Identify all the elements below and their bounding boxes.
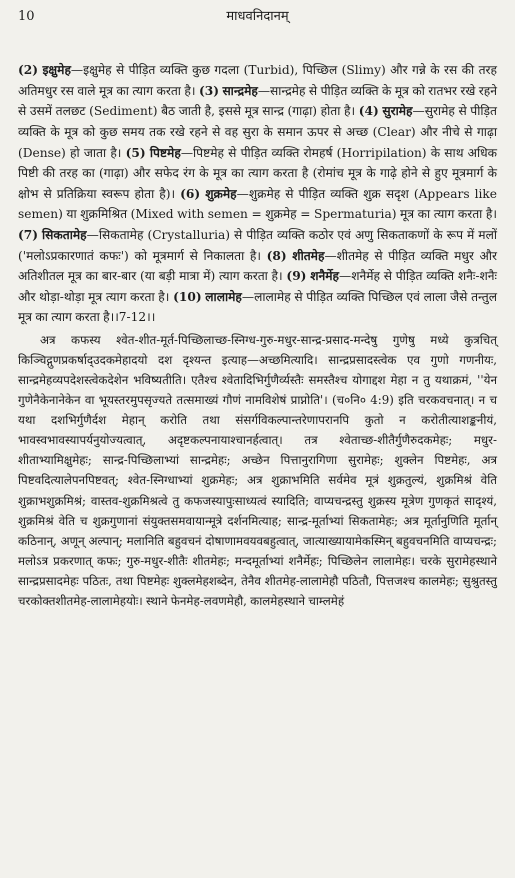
page-header [18, 6, 497, 28]
item-number: (10) [173, 289, 202, 304]
desc-lalameha: —लालामेह से पीड़ित व्यक्ति पिच्छिल एवं लाला जैसे तन्तुल मूत्र का त्याग करता है।।7-12।। [18, 289, 498, 325]
term-surameha: सुरामेह [382, 104, 413, 119]
desc-pishtameha: —पिष्टमेह से पीड़ित व्यक्ति रोमहर्ष (Horripilation) के साथ अधिक पिष्टी की तरह का (गाढ़ा) और सफेद रंग के मूत्र का त्याग करता है (रोमांच मूत्र के गाढ़े होने से हुए मूत्रमार्ग के क्षोभ से प्रतिक्रिया स्वरूप होता है)। [18, 145, 498, 201]
term-shanairmeha: शनैर्मेह [310, 269, 340, 284]
item-number: (8) [266, 248, 287, 263]
item-number: (6) [180, 186, 201, 201]
term-lalameha: लालामेह [205, 289, 242, 304]
sanskrit-commentary-paragraph: अत्र कफस्य श्वेत-शीत-मूर्त-पिच्छिलाच्छ-स्निग्ध-गुरु-मधुर-सान्द्र-प्रसाद-मन्देषु गुणेषु मध्ये कुत्रचित् किञ्चिद्गुणप्रकर्षाद्उदकमेहादयो दश दृश्यन्त इत्याह—अच्छमित्यादि। सान्द्रप्रसादस्त्वेक एव गुणो गणनीयः, सान्द्रमेहव्यपदेशस्त्वेकदेशेन भविष्यतीति। एतैश्च श्वेतादिभिर्गुणैर्व्यस्तैः समस्तैश्च योगाद्दश मेहा न तु यथाक्रमं, ''येन गुणेनैकेनानेकेन वा भूयस्तरमुपसृज्यते तत्समाख्यं गौणं नामविशेषं प्राप्नोति'। (च०नि० 4:9) इति चरकवचनात्। न च यथा दशभिर्गुणैर्दश मेहान् करोति तथा संसर्गविकल्पान्तरेणापरानपि कुतो न करोतीत्याशङ्कनीयं, भावस्वभावस्यापर्यनुयोज्यत्वात्, अदृष्टकल्पनायाश्चानर्हत्वात्। तत्र श्वेताच्छ-शीतैर्गुणैरुदकमेहः; मधुर-शीताभ्यामिक्षुमेहः; सान्द्र-पिच्छिलाभ्यां सान्द्रमेहः; अच्छेन पित्तानुरागिणा सुरामेहः; शुक्लेन पिष्टमेहः, अत्र पिष्टवदित्यालेपनपिष्टवत्; श्वेत-स्निग्धाभ्यां शुक्रमेहः; अत्र शुक्राभमिति सर्वमेव मूत्रं शुक्रतुल्यं, शुक्रमिश्रं वेति शुक्राभशुक्रमिश्रं; वास्तव-शुक्रमिश्रत्वे तु कफजस्यापुःसाध्यत्वं स्यादिति; वाप्यचन्द्रस्तु शुक्रस्य मूत्रेण गुणकृतं सादृश्यं, शुक्रमिश्रं वेति च शुक्रगुणानां संयुक्तसमवायान्मूत्रे दर्शनमित्याह; सान्द्र-मूर्ताभ्यां सिकतामेहः; अत्र मूर्तानुणिति मूर्तान् कठिनान्, अणून् अल्पान्; मलानिति बहुवचनं दोषाणामवयवबहुत्वात्, जात्याख्यायामेकस्मिन् बहुवचनमिति वाप्यचन्द्रः; मलोऽत्र प्रकरणात् कफः; गुरु-मधुर-शीतैः शीतमेहः; मन्दमूर्ताभ्यां शनैर्मेहः; पिच्छिलेन लालामेहः। चरके सुरामेहस्थाने सान्द्रप्रसादमेहः पठितः, तथा पिष्टमेहः शुक्लमेहशब्देन, तेनैव शीतमेह-लालामेहौ पठितौ, पित्तजश्च कालमेहः; सुश्रुतस्तु चरकोक्तशीतमेह-लालामेहयोः। स्थाने फेनमेह-लवणमेहौ, कालमेहस्थाने चाम्लमेहं [18, 332, 497, 609]
desc-sikatameha: —सिकतामेह (Crystalluria) से पीड़ित व्यक्ति कठोर एवं अणु सिकताकणों के रूप में मलों ('मलोऽप्रकारणातं कफः') को मूत्रमार्ग से निकालता है। [18, 227, 497, 263]
term-ikshumeha: इक्षुमेह [42, 63, 71, 78]
desc-shukrameha: —शुक्रमेह से पीड़ित व्यक्ति शुक्र सदृश (Appears like semen) या शुक्रमिश्रित (Mixed with semen = शुक्रमेह = Spermaturia) मूत्र का त्याग करता है। [18, 186, 497, 222]
page-number: 10 [18, 9, 35, 24]
running-title: माधवनिदानम् [226, 9, 289, 24]
item-number: (9) [286, 269, 307, 284]
hindi-commentary-paragraph [18, 60, 497, 328]
desc-shitameha: —शीतमेह से पीड़ित व्यक्ति मधुर और अतिशीतल मूत्र का बार-बार (या बड़ी मात्रा में) त्याग करता है। [18, 248, 497, 284]
desc-ikshumeha: —इक्षुमेह से पीड़ित व्यक्ति कुछ गदला (Turbid), पिच्छिल (Slimy) और गन्ने के रस की तरह अतिमधुर रस वाले मूत्र का त्याग करता है। [18, 63, 498, 98]
term-sikatameha: सिकतामेह [42, 227, 87, 242]
desc-sandrameha: —सान्द्रमेह से पीड़ित व्यक्ति के मूत्र को रातभर रखे रहने से उसमें तलछट (Sediment) बैठ जाती है, इससे मूत्र सान्द्र (गाढ़ा) होता है। [18, 83, 498, 119]
term-sandrameha: सान्द्रमेह [222, 83, 258, 98]
desc-shanairmeha: —शनैर्मेह से पीड़ित व्यक्ति शनैः-शनैः और थोड़ा-थोड़ा मूत्र त्याग करता है। [18, 269, 498, 304]
term-pishtameha: पिष्टमेह [149, 145, 181, 160]
item-number: (5) [125, 145, 146, 160]
desc-surameha: —सुरामेह से पीड़ित व्यक्ति के मूत्र को कुछ समय तक रखे रहने से वह सुरा के समान ऊपर से अच्छ (Clear) और नीचे से गाढ़ा (Dense) हो जाता है। [18, 104, 498, 160]
item-number: (7) [18, 227, 39, 242]
item-number: (3) [198, 83, 219, 98]
term-shukrameha: शुक्रमेह [205, 186, 237, 201]
item-number: (2) [18, 63, 39, 78]
item-number: (4) [358, 104, 379, 119]
term-shitameha: शीतमेह [292, 248, 325, 263]
